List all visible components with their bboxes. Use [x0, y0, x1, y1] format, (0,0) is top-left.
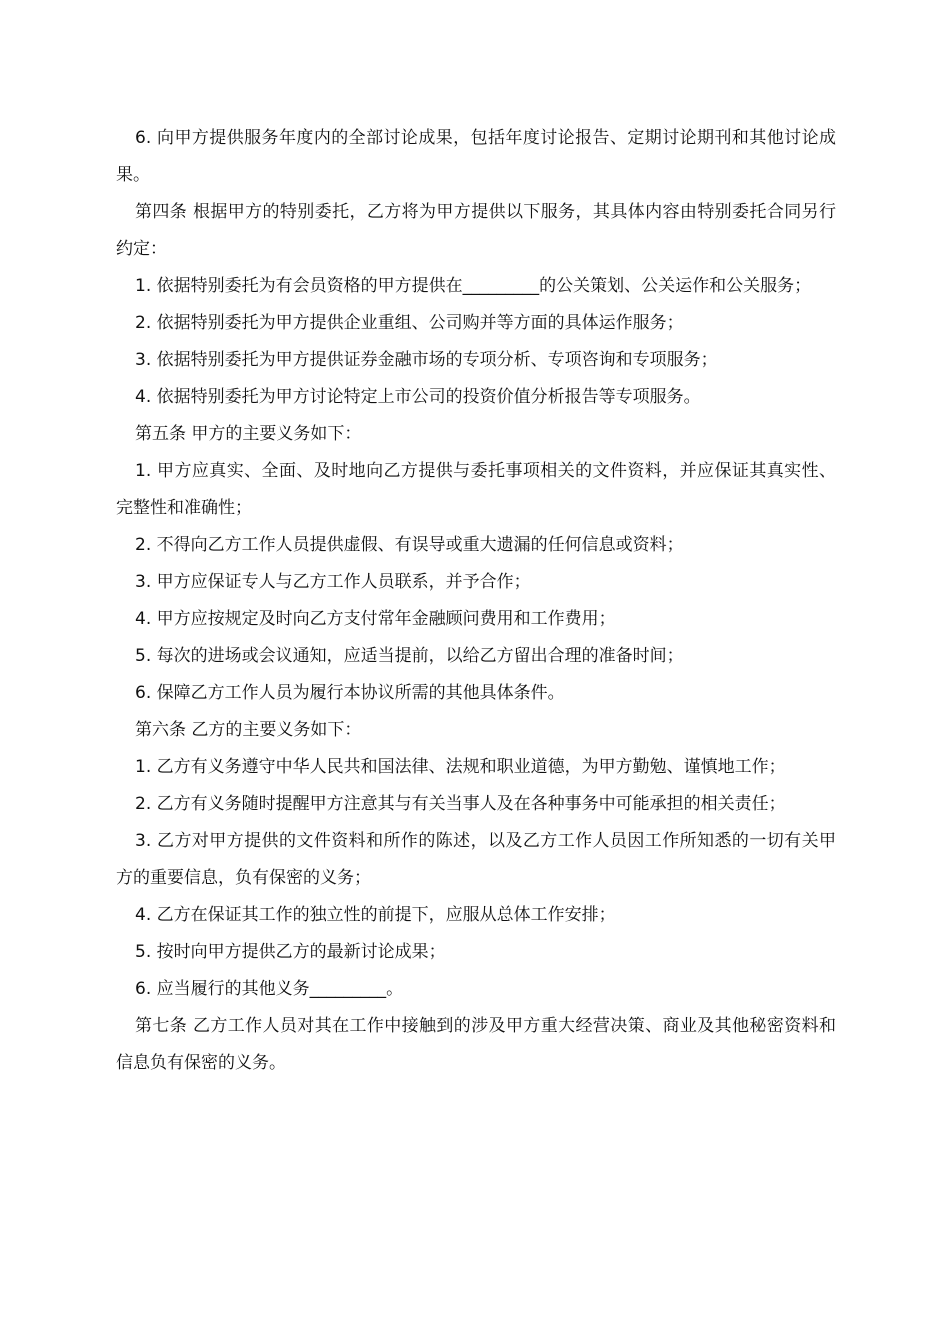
article-4-heading: 第四条 根据甲方的特别委托，乙方将为甲方提供以下服务，其具体内容由特别委托合同另行约定：: [116, 202, 836, 259]
article-6-item-6: 6. 应当履行的其他义务_________。: [135, 979, 404, 999]
article-6-item-3: 3. 乙方对甲方提供的文件资料和所作的陈述，以及乙方工作人员因工作所知悉的一切有关甲方的重要信息，负有保密的义务；: [116, 831, 836, 888]
article-5-heading: 第五条 甲方的主要义务如下：: [135, 424, 362, 444]
article-4-item-3: 3. 依据特别委托为甲方提供证券金融市场的专项分析、专项咨询和专项服务；: [135, 350, 718, 370]
article-6-item-1: 1. 乙方有义务遵守中华人民共和国法律、法规和职业道德，为甲方勤勉、谨慎地工作；: [135, 757, 786, 777]
article-5-item-3: 3. 甲方应保证专人与乙方工作人员联系，并予合作；: [135, 572, 531, 592]
article-6-item-5: 5. 按时向甲方提供乙方的最新讨论成果；: [135, 942, 446, 962]
clause-3-item-6: 6. 向甲方提供服务年度内的全部讨论成果，包括年度讨论报告、定期讨论期刊和其他讨论成果。: [116, 128, 836, 185]
article-6-heading: 第六条 乙方的主要义务如下：: [135, 720, 362, 740]
article-4-item-2: 2. 依据特别委托为甲方提供企业重组、公司购并等方面的具体运作服务；: [135, 313, 684, 333]
article-6-item-2: 2. 乙方有义务随时提醒甲方注意其与有关当事人及在各种事务中可能承担的相关责任；: [135, 794, 786, 814]
article-5-item-6: 6. 保障乙方工作人员为履行本协议所需的其他具体条件。: [135, 683, 565, 703]
article-4-item-1: 1. 依据特别委托为有会员资格的甲方提供在_________的公关策划、公关运作和公关服务；: [135, 276, 812, 296]
article-4-item-4: 4. 依据特别委托为甲方讨论特定上市公司的投资价值分析报告等专项服务。: [135, 387, 701, 407]
article-5-item-2: 2. 不得向乙方工作人员提供虚假、有误导或重大遗漏的任何信息或资料；: [135, 535, 684, 555]
article-6-item-4: 4. 乙方在保证其工作的独立性的前提下，应服从总体工作安排；: [135, 905, 616, 925]
article-5-item-1: 1. 甲方应真实、全面、及时地向乙方提供与委托事项相关的文件资料，并应保证其真实性、完整性和准确性；: [116, 461, 836, 518]
article-5-item-5: 5. 每次的进场或会议通知，应适当提前，以给乙方留出合理的准备时间；: [135, 646, 684, 666]
document-body: [116, 120, 836, 1082]
article-7-heading: 第七条 乙方工作人员对其在工作中接触到的涉及甲方重大经营决策、商业及其他秘密资料和信息负有保密的义务。: [116, 1016, 836, 1073]
article-5-item-4: 4. 甲方应按规定及时向乙方支付常年金融顾问费用和工作费用；: [135, 609, 616, 629]
